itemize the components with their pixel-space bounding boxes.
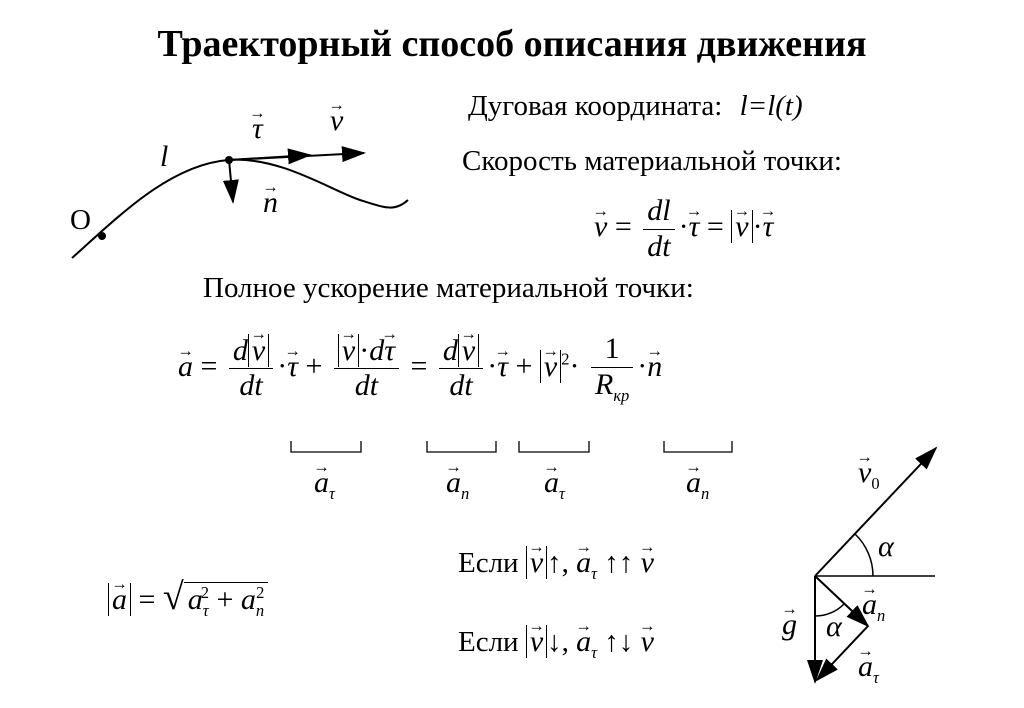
trajectory-curve	[72, 160, 408, 258]
alpha-label-2: α	[826, 610, 842, 643]
n-arrow	[229, 160, 233, 202]
origin-label: O	[70, 204, 91, 236]
component-a-tau-2: → $a_\tau$	[544, 466, 565, 504]
brace-4	[664, 441, 732, 452]
component-a-tau-1: → $a_\tau$	[314, 466, 335, 504]
condition-1-arrows: ↑↑	[604, 547, 634, 579]
acceleration-formula: → a = $\frac{d\to v}{dt}$ ·→ τ + → $\frac{v \cdot d\to \tau}{dt}$ = $\frac{d\to v}{dt}$ ·→ τ + → v $^2$· $\frac{1}{R_{кр}}$ ·→ n	[178, 332, 662, 405]
origin-point	[98, 232, 106, 240]
an-label: → $a_n$	[862, 588, 885, 626]
arc-coordinate-line	[468, 90, 803, 123]
arc-coordinate-formula: l=l(t)	[739, 90, 803, 122]
acceleration-label: Полное ускорение материальной точки:	[203, 272, 694, 304]
condition-2-arrows: ↑↓	[604, 626, 634, 658]
n-label: → n	[263, 186, 278, 220]
alpha-label-1: α	[878, 530, 894, 563]
v-arrow	[229, 153, 364, 160]
at-label: → $a_\tau$	[858, 650, 879, 688]
brace-1	[291, 441, 361, 452]
v-label: → v	[330, 104, 343, 138]
condition-2: Если → v ↓, → $a_\tau$ ↑↓ → v	[458, 625, 654, 663]
arc-label: l	[160, 140, 169, 173]
brace-3	[519, 441, 589, 452]
alpha-arc-1	[855, 534, 873, 576]
velocity-label: Скорость материальной точки:	[462, 145, 842, 177]
page-title: Траекторный способ описания движения	[157, 23, 867, 65]
condition-2-word: Если	[458, 626, 519, 658]
tau-label: → τ	[252, 112, 263, 146]
brace-2	[427, 441, 496, 452]
component-a-n-1: → $a_n$	[446, 466, 469, 504]
magnitude-formula: → a = √ $a_\tau^2 + a_n^2$	[108, 575, 268, 621]
condition-1-word: Если	[458, 547, 519, 579]
brace-group	[291, 441, 732, 452]
arc-coordinate-label: Дуговая координата:	[468, 90, 723, 122]
condition-1: Если → v ↑, → $a_\tau$ ↑↑ → v	[458, 546, 654, 584]
velocity-formula: → v = $\frac{dl}{dt}$ ·→ τ = → v ·→ τ	[594, 194, 773, 264]
v0-label: → $v_0$	[858, 456, 880, 494]
g-label: → g	[782, 608, 797, 642]
component-a-n-2: → $a_n$	[686, 466, 709, 504]
